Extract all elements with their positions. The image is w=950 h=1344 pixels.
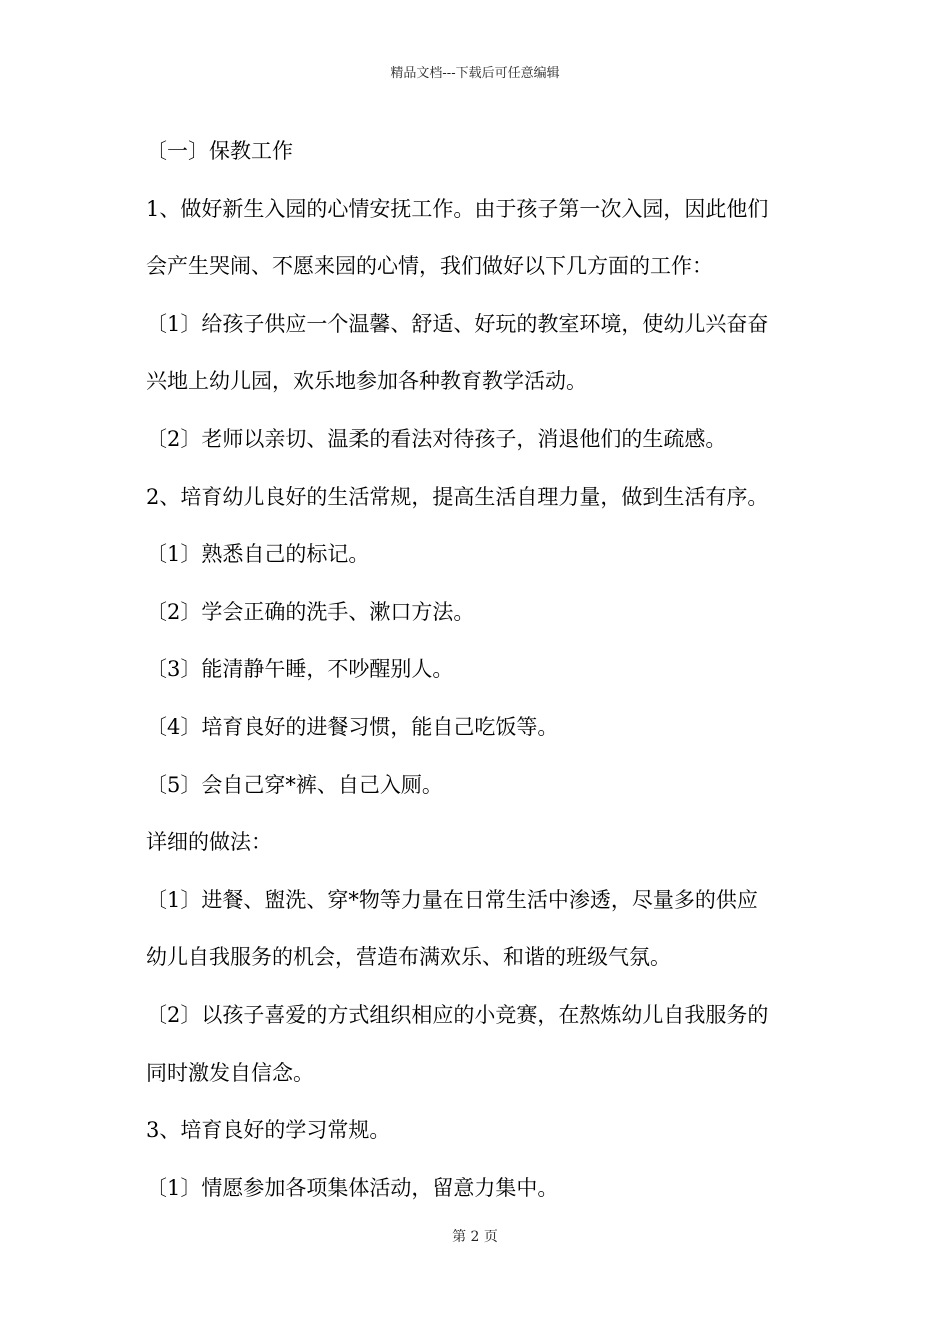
page-header: 精品文档---下载后可任意编辑 bbox=[390, 66, 560, 81]
list-item: 〔2〕学会正确的洗手、漱口方法。 bbox=[146, 599, 475, 624]
page-number: 第 2 页 bbox=[452, 1229, 498, 1245]
list-item: 〔4〕培育良好的进餐习惯，能自己吃饭等。 bbox=[146, 714, 559, 739]
section-heading: 〔一〕保教工作 bbox=[146, 139, 293, 163]
list-item: 〔3〕能清静午睡，不吵醒别人。 bbox=[146, 657, 454, 682]
paragraph-line: 兴地上幼儿园，欢乐地参加各种教育教学活动。 bbox=[146, 369, 587, 394]
document-body bbox=[146, 123, 816, 1217]
paragraph-line: 同时激发自信念。 bbox=[146, 1060, 314, 1085]
paragraph-line: 〔2〕以孩子喜爱的方式组织相应的小竞赛，在熬炼幼儿自我服务的 bbox=[146, 1002, 769, 1027]
paragraph-line: 〔1〕给孩子供应一个温馨、舒适、好玩的教室环境，使幼儿兴奋奋 bbox=[146, 311, 769, 336]
list-item: 〔1〕情愿参加各项集体活动，留意力集中。 bbox=[146, 1175, 559, 1200]
paragraph-line: 幼儿自我服务的机会，营造布满欢乐、和谐的班级气氛。 bbox=[146, 945, 671, 970]
paragraph-line: 2、培育幼儿良好的生活常规，提高生活自理力量，做到生活有序。 bbox=[146, 484, 769, 509]
paragraph-line: 详细的做法： bbox=[146, 830, 272, 855]
paragraph-line: 1、做好新生入园的心情安抚工作。由于孩子第一次入园，因此他们 bbox=[146, 196, 769, 221]
paragraph-line: 3、培育良好的学习常规。 bbox=[146, 1118, 391, 1143]
list-item: 〔1〕熟悉自己的标记。 bbox=[146, 542, 370, 567]
list-item: 〔5〕会自己穿*裤、自己入厕。 bbox=[146, 772, 443, 797]
paragraph-line: 〔2〕老师以亲切、温柔的看法对待孩子，消退他们的生疏感。 bbox=[146, 426, 727, 451]
paragraph-line: 〔1〕进餐、盥洗、穿*物等力量在日常生活中渗透，尽量多的供应 bbox=[146, 887, 758, 912]
paragraph-line: 会产生哭闹、不愿来园的心情，我们做好以下几方面的工作： bbox=[146, 254, 713, 279]
